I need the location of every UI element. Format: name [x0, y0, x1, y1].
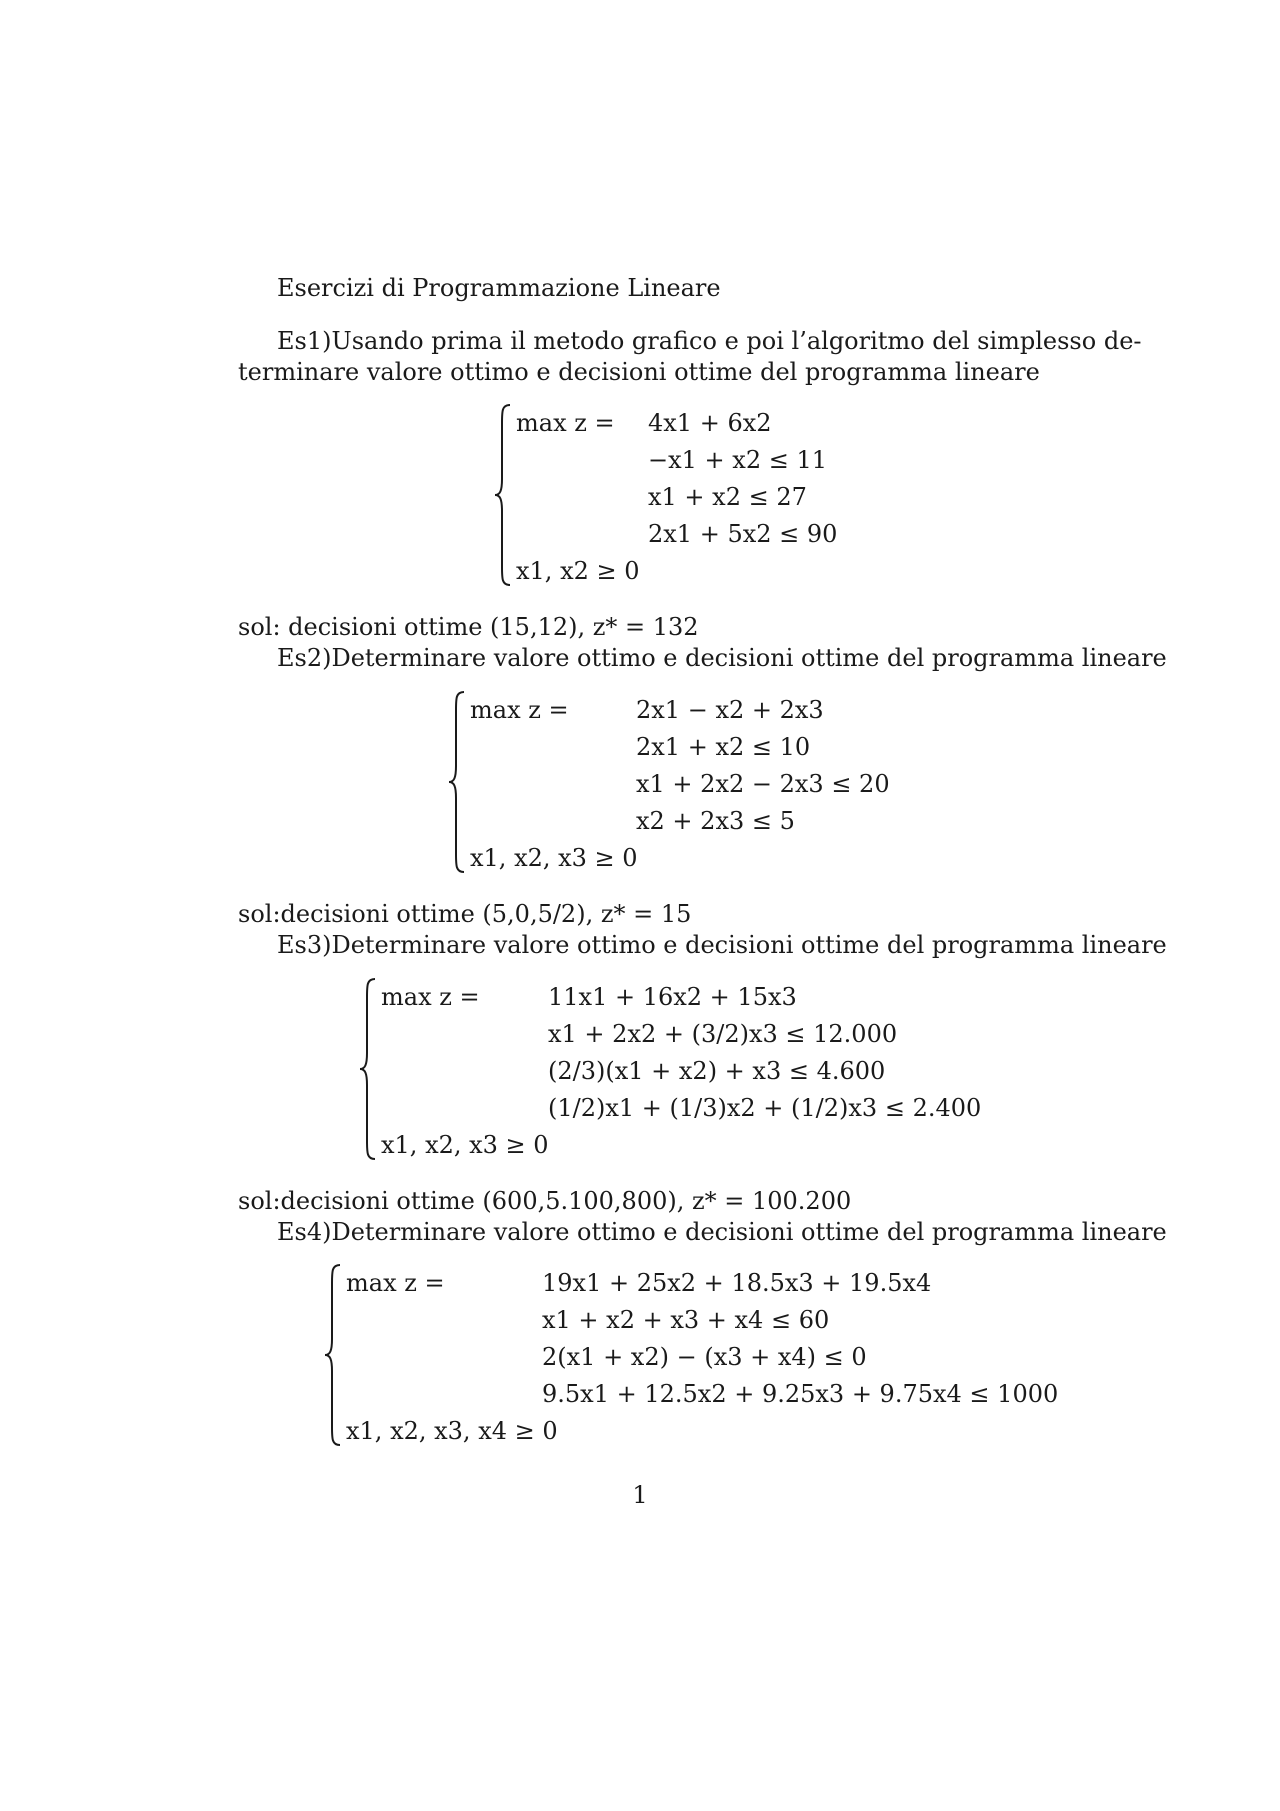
es2-solution: sol:decisioni ottime (5,0,5/2), z* = 15	[238, 900, 692, 928]
es1-objective: 4x1 + 6x2	[648, 409, 772, 437]
es3-intro: Es3)Determinare valore ottimo e decisioni ottime del programma lineare	[277, 931, 1167, 959]
es1-objective-label: max z =	[516, 409, 615, 437]
document-title: Esercizi di Programmazione Lineare	[277, 274, 721, 302]
es4-objective: 19x1 + 25x2 + 18.5x3 + 19.5x4	[542, 1269, 932, 1297]
es4-constraint-2: 2(x1 + x2) − (x3 + x4) ≤ 0	[542, 1343, 867, 1371]
es3-constraint-3: (1/2)x1 + (1/3)x2 + (1/2)x3 ≤ 2.400	[548, 1094, 982, 1122]
es4-intro: Es4)Determinare valore ottimo e decisioni ottime del programma lineare	[277, 1218, 1167, 1246]
es3-nonnegativity: x1, x2, x3 ≥ 0	[381, 1131, 549, 1159]
es2-constraint-2: x1 + 2x2 − 2x3 ≤ 20	[636, 770, 890, 798]
es2-left-brace	[446, 690, 470, 874]
es2-constraint-3: x2 + 2x3 ≤ 5	[636, 807, 795, 835]
es4-constraint-1: x1 + x2 + x3 + x4 ≤ 60	[542, 1306, 830, 1334]
es3-solution: sol:decisioni ottime (600,5.100,800), z* = 100.200	[238, 1187, 852, 1215]
es1-intro-line2: terminare valore ottimo e decisioni ottime del programma lineare	[238, 358, 1040, 386]
es4-left-brace	[322, 1263, 346, 1447]
es2-objective-label: max z =	[470, 696, 569, 724]
es3-left-brace	[357, 977, 381, 1161]
es1-constraint-1: −x1 + x2 ≤ 11	[648, 446, 827, 474]
es1-constraint-2: x1 + x2 ≤ 27	[648, 483, 807, 511]
es1-constraint-3: 2x1 + 5x2 ≤ 90	[648, 520, 838, 548]
es3-constraint-2: (2/3)(x1 + x2) + x3 ≤ 4.600	[548, 1057, 886, 1085]
es2-nonnegativity: x1, x2, x3 ≥ 0	[470, 844, 638, 872]
es2-objective: 2x1 − x2 + 2x3	[636, 696, 824, 724]
es1-nonnegativity: x1, x2 ≥ 0	[516, 557, 640, 585]
es2-intro: Es2)Determinare valore ottimo e decisioni ottime del programma lineare	[277, 644, 1167, 672]
es2-constraint-1: 2x1 + x2 ≤ 10	[636, 733, 811, 761]
es3-constraint-1: x1 + 2x2 + (3/2)x3 ≤ 12.000	[548, 1020, 898, 1048]
es4-objective-label: max z =	[346, 1269, 445, 1297]
es4-nonnegativity: x1, x2, x3, x4 ≥ 0	[346, 1417, 558, 1445]
es3-objective-label: max z =	[381, 983, 480, 1011]
page-number: 1	[632, 1481, 648, 1509]
es3-objective: 11x1 + 16x2 + 15x3	[548, 983, 797, 1011]
es1-intro-line1: Es1)Usando prima il metodo grafico e poi l’algoritmo del simplesso de-	[277, 327, 1142, 355]
es4-constraint-3: 9.5x1 + 12.5x2 + 9.25x3 + 9.75x4 ≤ 1000	[542, 1380, 1059, 1408]
es1-solution: sol: decisioni ottime (15,12), z* = 132	[238, 613, 699, 641]
es1-left-brace	[492, 403, 516, 587]
